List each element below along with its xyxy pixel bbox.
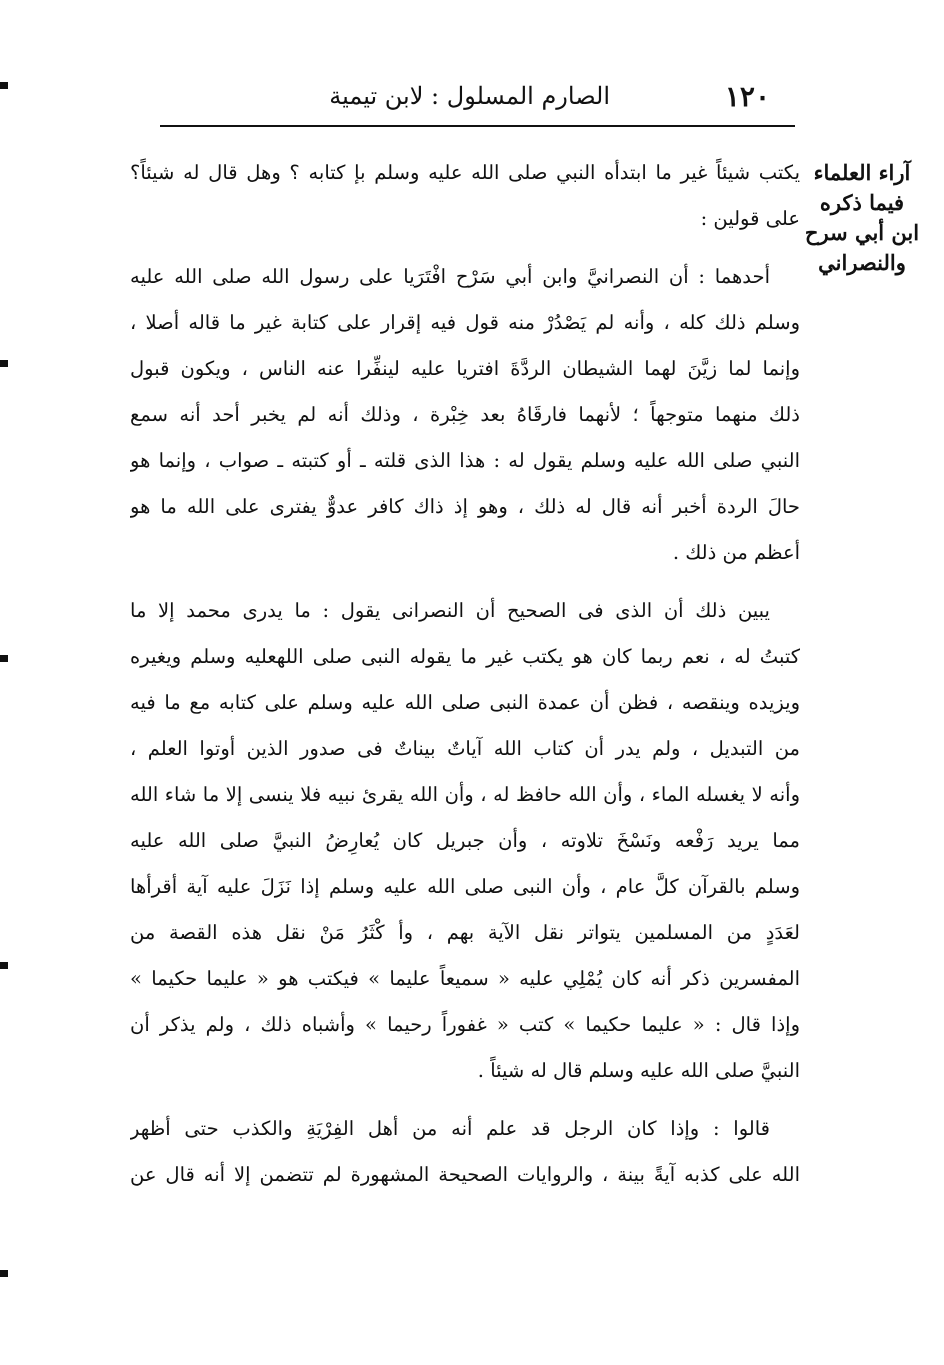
paragraph (130, 150, 800, 242)
paragraph (130, 254, 800, 576)
text-line: وإنما لما زيَّنَ لهما الشيطان الردَّةَ افتريا عليه لينفِّرا عنه الناس ، ويكون قبول (130, 357, 800, 380)
text-line: ذلك منهما متوجهاً ؛ لأنهما فارقَاهُ بعد خِبْرة ، وذلك أنه لم يخبر أحد أنه سمع (130, 403, 800, 426)
text-line: أحدهما : أن النصرانيَّ وابن أبي سَرْح افْتَرَيا على رسول الله صلى الله عليه (130, 265, 770, 288)
paragraph (130, 588, 800, 1094)
text-line: حالَ الردة أخبر أنه قال له ذلك ، وهو إذ ذاك كافر عدوٌّ يفترى على الله ما هو (130, 495, 800, 518)
margin-note (798, 158, 926, 278)
text-line: النبيَّ صلى الله عليه وسلم قال له شيئاً . (477, 1059, 800, 1082)
body-text (130, 150, 800, 1198)
left-edge-mark (0, 82, 8, 89)
paragraph (130, 1106, 800, 1198)
text-line: وسلم بالقرآن كلَّ عام ، وأن النبى صلى الله عليه وسلم إذا نَزَلَ عليه آية أقرأها (130, 875, 800, 898)
text-line: الله على كذبه آيةً بينة ، والروايات الصحيحة المشهورة لم تتضمن إلا أنه قال عن (130, 1163, 800, 1186)
left-edge-mark (0, 655, 8, 662)
running-title: الصارم المسلول : لابن تيمية (329, 82, 610, 110)
text-line: قالوا : وإذا كان الرجل قد علم أنه من أهل الفِرْيَةِ والكذب حتى أظهر (130, 1117, 770, 1140)
margin-note-line: فيما ذكره (819, 190, 905, 215)
text-line: أعظم من ذلك . (672, 541, 800, 564)
margin-note-line: والنصراني (818, 250, 906, 275)
text-line: المفسرين ذكر أنه كان يُمْلِي عليه « سميعاً عليما » فيكتب هو « عليما حكيما » (130, 967, 800, 990)
text-line: كتبتُ له ، نعم ربما كان هو يكتب غير ما يقوله النبى صلى اللهعليه وسلم ويغيره (130, 645, 800, 668)
text-line: وأنه لا يغسله الماء ، وأن الله حافظ له ، وأن الله يقرئ نبيه فلا ينسى إلا ما شاء الله (130, 783, 800, 806)
text-line: على قولين : (700, 207, 800, 230)
text-line: ويزيده وينقصه ، فظن أن عمدة النبى صلى الله عليه وسلم على كتابه مع ما فيه (130, 691, 800, 714)
page-number: ١٢٠ (724, 80, 770, 113)
text-line: يكتب شيئاً غير ما ابتدأه النبي صلى الله عليه وسلم بإ كتابه ؟ وهل قال له شيئاً؟ (130, 161, 800, 184)
text-line: من التبديل ، ولم يدر أن كتاب الله آياتٌ بيناتٌ فى صدور الذين أوتوا العلم ، (130, 737, 800, 760)
left-edge-mark (0, 962, 8, 969)
margin-note-line: ابن أبي سرح (804, 220, 920, 245)
left-edge-mark (0, 360, 8, 367)
left-edge-mark (0, 1270, 8, 1277)
text-line: النبي صلى الله عليه وسلم يقول له : هذا الذى قلته ـ أو كتبته ـ صواب ، وإنما هو (130, 449, 800, 472)
text-line: وإذا قال : « عليما حكيما » كتب « غفوراً رحيما » وأشباه ذلك ، ولم يذكر أن (130, 1013, 800, 1036)
text-line: وسلم ذلك كله ، وأنه لم يَصْدُرْ منه قول فيه إقرار على كتابة غير ما قاله أصلا ، (130, 311, 800, 334)
margin-note-line: آراء العلماء (813, 160, 911, 185)
text-line: لعَدَدٍ من المسلمين يتواتر نقل الآية بهم ، وأ كْثَرُ مَنْ نقل هذه القصة من (130, 921, 800, 944)
header-rule (160, 125, 795, 127)
text-line: مما يريد رَفْعه ونَسْخَ تلاوته ، وأن جبريل كان يُعارِضُ النبيَّ صلى الله عليه (130, 829, 800, 852)
page-header (150, 78, 810, 122)
text-line: يبين ذلك أن الذى فى الصحيح أن النصرانى يقول : ما يدرى محمد إلا ما (130, 599, 770, 622)
